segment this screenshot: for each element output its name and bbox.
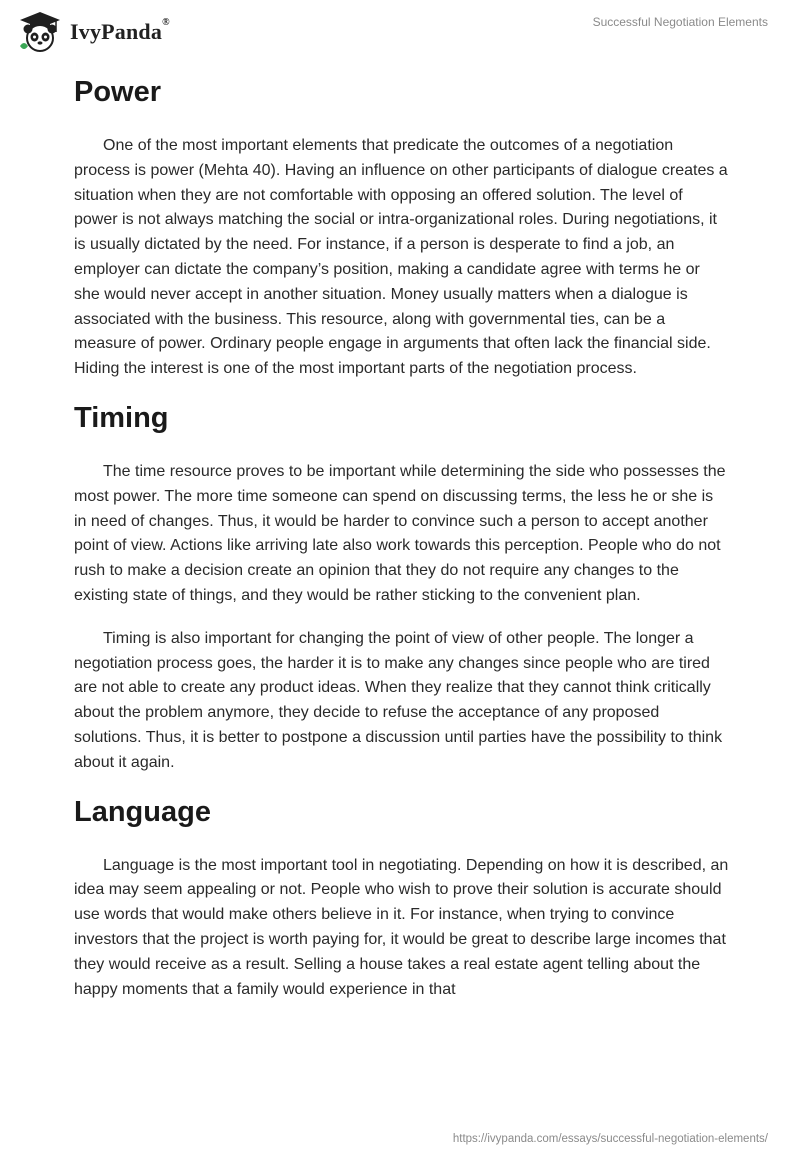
trademark-symbol: ® — [162, 17, 170, 28]
page-header — [0, 0, 800, 60]
source-url-link[interactable]: https://ivypanda.com/essays/successful-negotiation-elements/ — [452, 1133, 768, 1145]
brand-logo[interactable] — [16, 10, 170, 54]
section-heading-power: Power — [74, 76, 162, 108]
paragraph: Timing is also important for changing the point of view of other people. The longer a negotiation process goes, the harder it is to make any changes since people who are tired are not able to create any product ideas. When they realize that they cannot think critically about the problem anymore, they decide to refuse the acceptance of any proposed solutions. Thus, it is better to postpone a discussion until parties have the possibility to think about it again. — [74, 629, 723, 771]
section-heading-language: Language — [74, 795, 211, 828]
paragraph: Language is the most important tool in negotiating. Depending on how it is described, an idea may seem appealing or not. People who wish to prove their solution is accurate should use words that would make others believe in it. For instance, when trying to convince investors that the project is worth paying for, it would be great to describe large incomes that they would receive as a result. Selling a house takes a real estate agent telling about the happy moments that a family would experience in that — [74, 856, 729, 998]
paragraph: The time resource proves to be important while determining the side who possesses the most power. The more time someone can spend on discussing terms, the less he or she is in need of changes. Thus, it would be harder to convince such a person to accept another point of view. Actions like arriving late also work towards this perception. People who do not rush to make a decision create an opinion that they do not require any changes to the existing state of things, and they would be rather sticking to the convenient plan. — [74, 462, 726, 604]
essay-body — [74, 72, 730, 1002]
brand-name: IvyPanda® — [70, 17, 170, 44]
document-title: Successful Negotiation Elements — [592, 15, 768, 29]
paragraph: One of the most important elements that predicate the outcomes of a negotiation process is power (Mehta 40). Having an influence on other participants of dialogue creates a situation when they are not comfortable with opposing an offered solution. The level of power is not always matching the social or intra-organizational roles. During negotiations, it is usually dictated by the need. For instance, if a person is desperate to find a job, an employer can dictate the company’s position, making a candidate agree with terms he or she would never accept in another situation. Money usually matters when a dialogue is associated with the business. This resource, along with governmental ties, can be a measure of power. Ordinary people engage in arguments that often lack the financial side. Hiding the interest is one of the most important parts of the negotiation process. — [74, 137, 728, 378]
section-heading-timing: Timing — [74, 401, 169, 434]
panda-graduate-icon — [16, 10, 64, 54]
